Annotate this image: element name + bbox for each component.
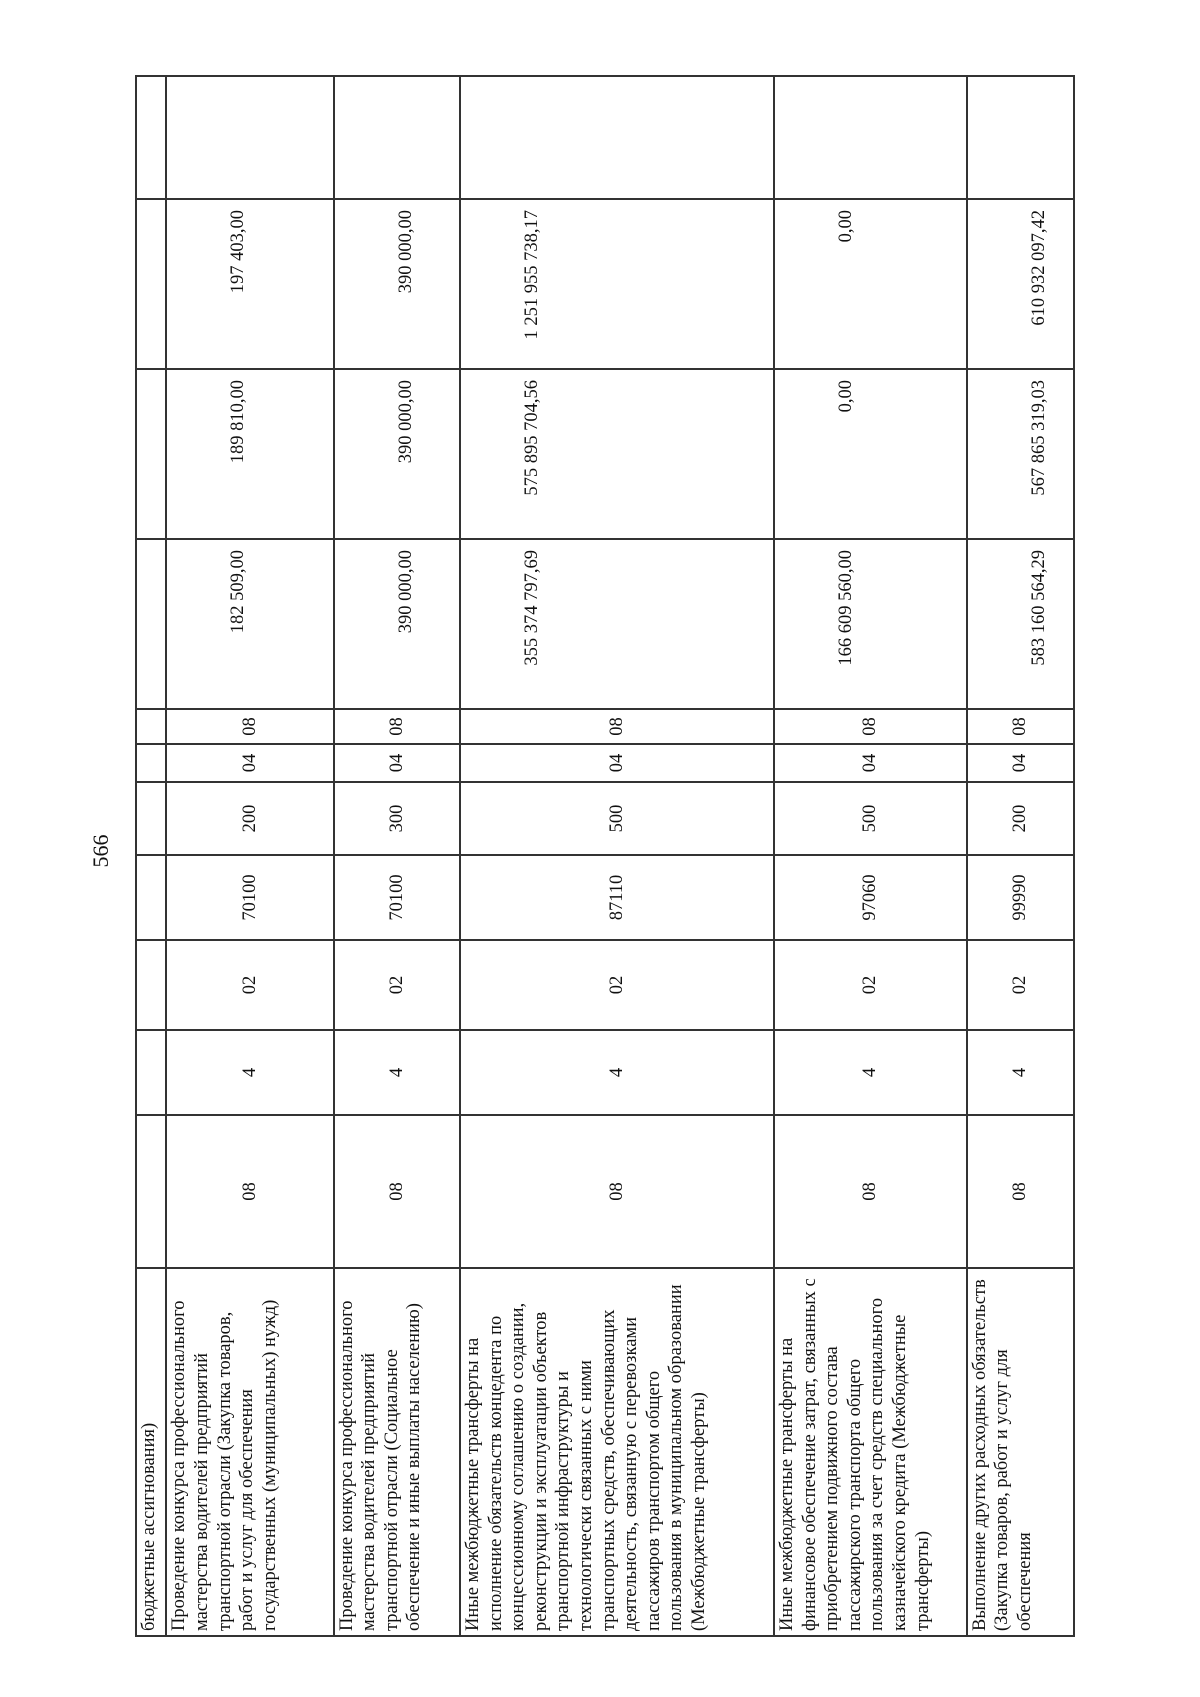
subprogram-code: 4 [334,1030,461,1115]
direction-code: 87110 [460,855,774,940]
table-row [334,76,461,1636]
pr-code: 08 [967,709,1074,744]
rz-code: 04 [967,744,1074,782]
direction-code: 99990 [967,855,1074,940]
gp-code: 08 [774,1115,966,1268]
vr-code: 200 [967,782,1074,855]
page-number: 566 [88,834,113,868]
sum-col-1: 355 374 797,69 [460,539,774,709]
rz-code: 04 [460,744,774,782]
subprogram-code: 4 [166,1030,333,1115]
main-event-code: 02 [334,940,461,1030]
rz-code: 04 [334,744,461,782]
sum-col-2: 567 865 319,03 [967,369,1074,539]
sum-col-1: 390 000,00 [334,539,461,709]
table-row [166,76,333,1636]
direction-code: 70100 [334,855,461,940]
rz-code: 04 [774,744,966,782]
row-description: Проведение конкурса профессионального мастерства водителей предприятий транспортной отрасли (Закупка товаров, работ и услуг для обеспечения государственных (муниципальных) нужд) [166,1268,333,1636]
vr-code: 500 [460,782,774,855]
gp-code: 08 [967,1115,1074,1268]
vr-code: 200 [166,782,333,855]
sum-col-2: 390 000,00 [334,369,461,539]
vr-code: 500 [774,782,966,855]
subprogram-code: 4 [967,1030,1074,1115]
main-event-code: 02 [460,940,774,1030]
rz-code: 04 [166,744,333,782]
direction-code: 70100 [166,855,333,940]
main-event-code: 02 [166,940,333,1030]
row-description: Иные межбюджетные трансферты на исполнение обязательств концедента по концессионному соглашению о создании, реконструкции и эксплуатации объектов транспортной инфраструктуры и технологически связанных с ними транспортных средств, обеспечивающих деятельность, связанную с перевозками пассажиров транспортом общего пользования в муниципальном образовании (Межбюджетные трансферты) [460,1268,774,1636]
pr-code: 08 [334,709,461,744]
sum-col-1: 166 609 560,00 [774,539,966,709]
sum-col-3: 0,00 [774,199,966,369]
gp-code: 08 [460,1115,774,1268]
vr-code: 300 [334,782,461,855]
sum-col-3: 197 403,00 [166,199,333,369]
row-description: Иные межбюджетные трансферты на финансовое обеспечение затрат, связанных с приобретением подвижного состава пассажирского транспорта общего пользования за счет средств специального казначейского кредита (Межбюджетные трансферты) [774,1268,966,1636]
pr-code: 08 [460,709,774,744]
main-event-code: 02 [967,940,1074,1030]
table-row [967,76,1074,1636]
direction-code: 97060 [774,855,966,940]
sum-col-3: 1 251 955 738,17 [460,199,774,369]
budget-table [135,75,1075,1637]
pr-code: 08 [166,709,333,744]
sum-col-2: 575 895 704,56 [460,369,774,539]
subprogram-code: 4 [460,1030,774,1115]
table-row [460,76,774,1636]
header-label: бюджетные ассигнования) [136,1268,166,1636]
sum-col-2: 0,00 [774,369,966,539]
gp-code: 08 [166,1115,333,1268]
gp-code: 08 [334,1115,461,1268]
row-description: Проведение конкурса профессионального мастерства водителей предприятий транспортной отрасли (Социальное обеспечение и иные выплаты населению) [334,1268,461,1636]
table-row [136,76,166,1636]
sum-col-1: 182 509,00 [166,539,333,709]
sum-col-2: 189 810,00 [166,369,333,539]
sum-col-3: 390 000,00 [334,199,461,369]
main-event-code: 02 [774,940,966,1030]
sum-col-1: 583 160 564,29 [967,539,1074,709]
budget-table-rotated [135,77,1075,1637]
table-row [774,76,966,1636]
pr-code: 08 [774,709,966,744]
sum-col-3: 610 932 097,42 [967,199,1074,369]
subprogram-code: 4 [774,1030,966,1115]
row-description: Выполнение других расходных обязательств (Закупка товаров, работ и услуг для обеспечения [967,1268,1074,1636]
